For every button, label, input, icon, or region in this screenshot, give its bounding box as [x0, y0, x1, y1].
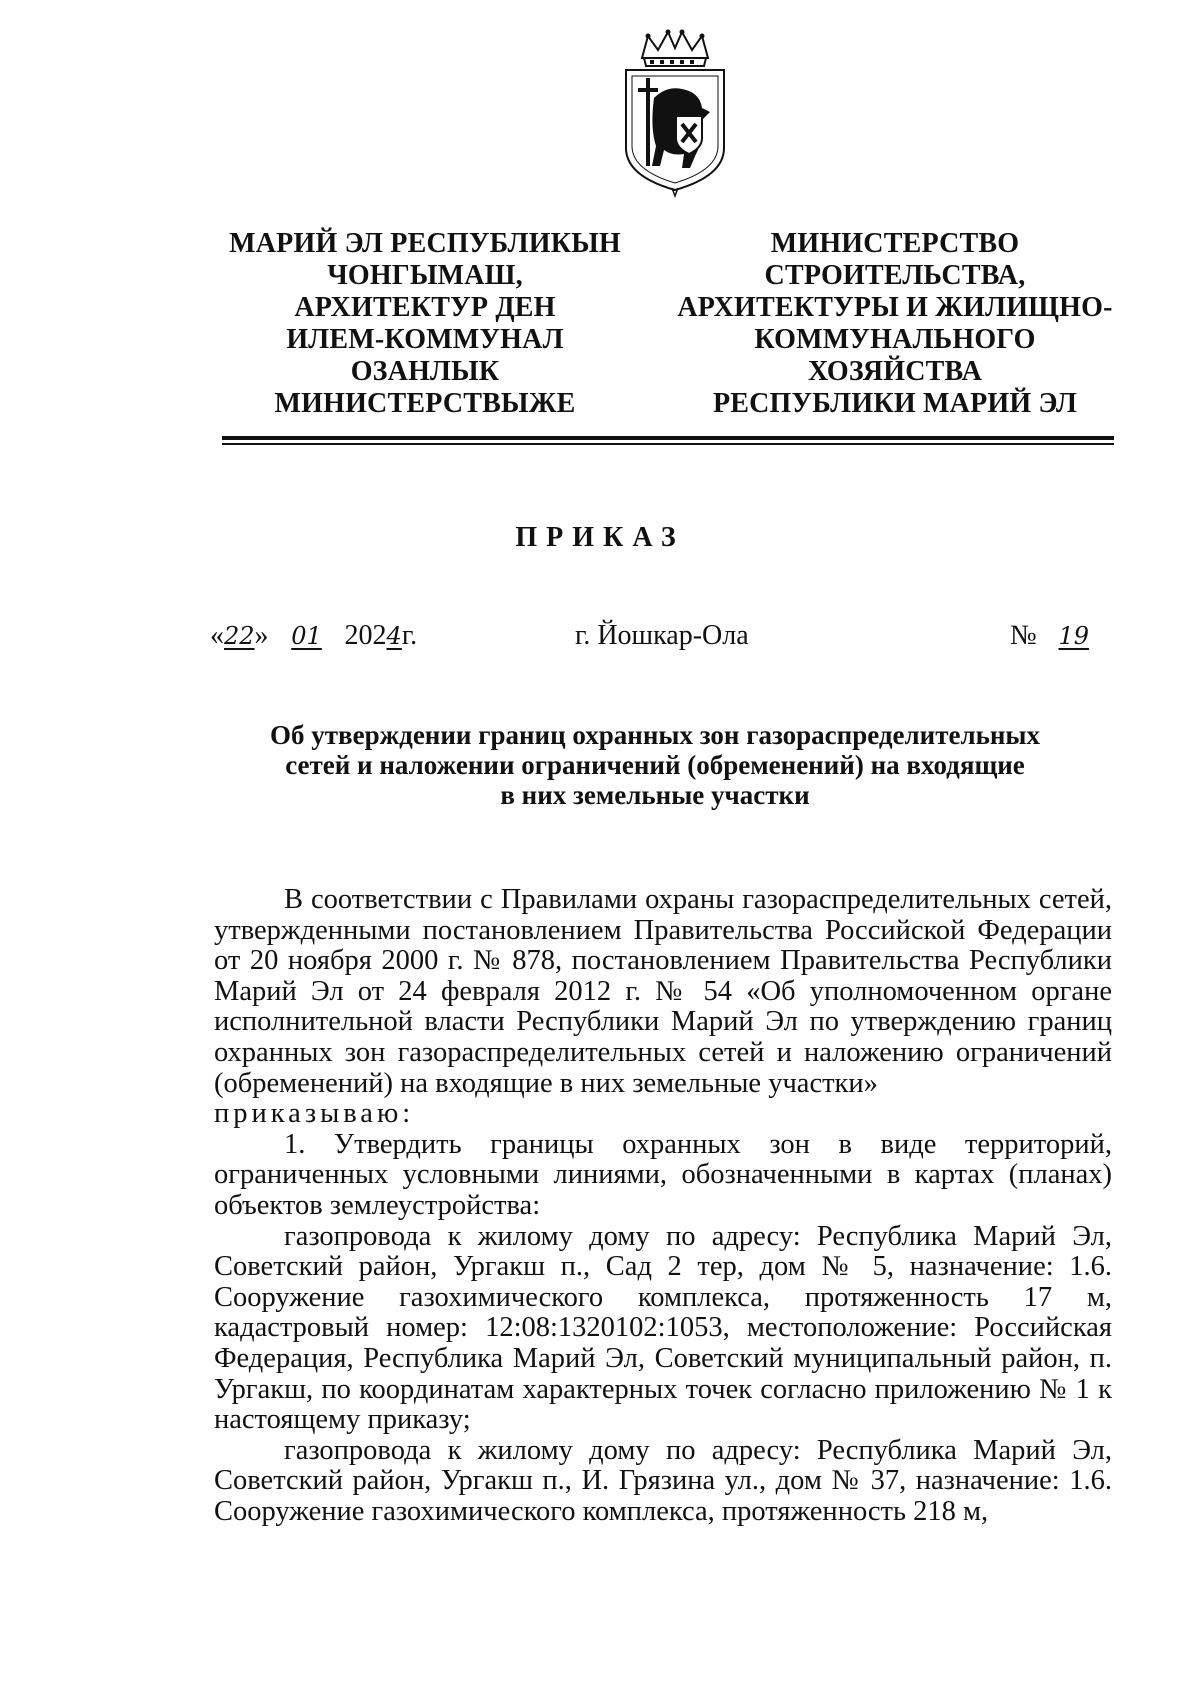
subject-line: Об утверждении границ охранных зон газораспределительных — [269, 720, 1041, 750]
header-left-line: ИЛЕМ-КОММУНАЛ — [286, 324, 564, 355]
header-left-line: ОЗАНЛЫК — [350, 356, 500, 387]
header-right-line: ХОЗЯЙСТВА — [807, 356, 983, 387]
date-year-suffix: г. — [401, 620, 418, 651]
date-year-digit: 4 — [386, 622, 402, 650]
header-right-line: КОММУНАЛЬНОГО — [754, 324, 1036, 355]
header-left-line: ЧОНГЫМАШ, — [327, 260, 523, 291]
header-left-line: АРХИТЕКТУР ДЕН — [294, 292, 556, 323]
order-date — [210, 620, 417, 652]
date-month: 01 — [291, 622, 322, 650]
body-paragraph-item-1: 1. Утвердить границы охранных зон в виде территорий, ограниченных условными линиями, обозначенными в картах (планах) объектов землеустройства: — [214, 1128, 1112, 1221]
subject-line: сетей и наложении ограничений (обременений) на входящие — [285, 750, 1025, 780]
header-divider-thin — [222, 443, 1114, 445]
date-quote-open: « — [210, 620, 224, 651]
header-right-line: СТРОИТЕЛЬСТВА, — [764, 260, 1026, 291]
header-right-line: АРХИТЕКТУРЫ И ЖИЛИЩНО- — [677, 292, 1113, 323]
order-city: г. Йошкар-Ола — [575, 620, 749, 651]
body-order-word: приказываю: — [214, 1098, 415, 1130]
order-number — [1010, 620, 1104, 652]
date-day: 22 — [224, 622, 255, 650]
body-paragraph-pipeline-1: газопровода к жилому дому по адресу: Республика Марий Эл, Советский район, Ургакш п., Сад 2 тер, дом № 5, назначение: 1.6. Сооружение газохимического комплекса, протяженность 17 м, кадастровый номер: 12:08:1320102:1053, местоположение: Российская Федерация, Республика Марий Эл, Советский муниципальный район, п. Ургакш, по координатам характерных точек согласно приложению № 1 к настоящему приказу; — [214, 1220, 1112, 1436]
header-right-russian — [665, 228, 1125, 420]
order-body — [214, 885, 1112, 1527]
subject-line: в них земельные участки — [500, 780, 810, 810]
header-right-line: РЕСПУБЛИКИ МАРИЙ ЭЛ — [712, 388, 1078, 419]
header-divider-thick — [222, 436, 1114, 440]
number-value: 19 — [1058, 622, 1089, 650]
header-right-line: МИНИСТЕРСТВО — [770, 228, 1020, 259]
order-subject — [230, 720, 1080, 810]
date-quote-close: » — [254, 620, 269, 651]
header-left-mari — [215, 228, 635, 420]
coat-of-arms-emblem — [620, 28, 730, 198]
header-left-line: МАРИЙ ЭЛ РЕСПУБЛИКЫН — [229, 228, 621, 259]
body-paragraph-pipeline-2: газопровода к жилому дому по адресу: Республика Марий Эл, Советский район, Ургакш п., И. Грязина ул., дом № 37, назначение: 1.6. Сооружение газохимического комплекса, протяженность 218 м, — [214, 1434, 1112, 1527]
document-title: ПРИКАЗ — [515, 522, 685, 553]
body-paragraph-preamble: В соответствии с Правилами охраны газораспределительных сетей, утвержденными постановлением Правительства Российской Федерации от 20 ноября 2000 г. № 878, постановлением Правительства Республики Марий Эл от 24 февраля 2012 г. № 54 «Об уполномоченном органе исполнительной власти Республики Марий Эл по утверждению границ охранных зон газораспределительных сетей и наложению ограничений (обременений) на входящие в них земельные участки» — [214, 884, 1112, 1099]
number-label: № — [1010, 620, 1037, 651]
date-year-prefix: 202 — [344, 620, 387, 651]
header-left-line: МИНИСТЕРСТВЫЖЕ — [274, 388, 576, 419]
